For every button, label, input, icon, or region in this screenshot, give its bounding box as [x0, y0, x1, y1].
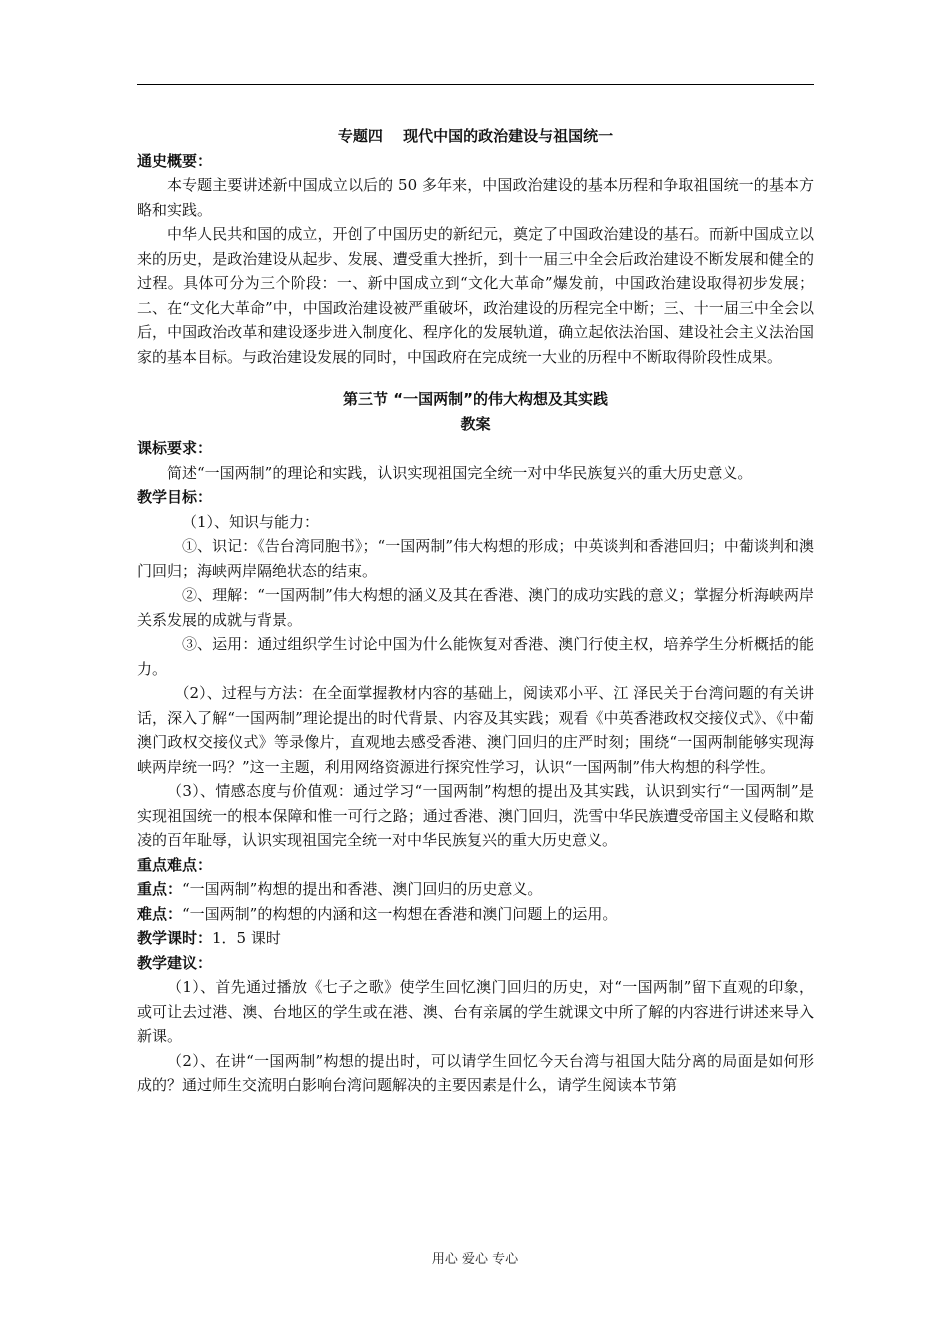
- difficulty-text: “一国两制”的构想的内涵和这一构想在香港和澳门问题上的运用。: [182, 904, 618, 923]
- document-body: [137, 124, 814, 1098]
- difficulty-label: 难点：: [137, 904, 183, 923]
- keypoints-heading: 重点难点：: [137, 855, 213, 874]
- key-point-label: 重点：: [137, 880, 183, 898]
- suggestion-2: （2）、在讲“一国两制”构想的提出时，可以请学生回忆今天台湾与祖国大陆分离的局面是如何形成的？通过师生交流明白影响台湾问题解决的主要因素是什么，请学生阅读本节第: [137, 1051, 814, 1094]
- standards-text: 简述“一国两制”的理论和实践，认识实现祖国完全统一对中华民族复兴的重大历史意义。: [167, 463, 753, 482]
- page-footer: 用心 爱心 专心: [431, 1252, 519, 1267]
- goal-knowledge-ability: （1）、知识与能力：: [182, 512, 320, 531]
- standards-heading: 课标要求：: [137, 439, 213, 457]
- goal-apply: ③、运用：通过组织学生讨论中国为什么能恢复对香港、澳门行使主权，培养学生分析概括的能力。: [137, 635, 814, 678]
- goal-memorize: ①、识记：《告台湾同胞书》；“一国两制”伟大构想的形成；中英谈判和香港回归；中葡谈判和澳门回归；海峡两岸隔绝状态的结束。: [137, 537, 814, 580]
- goal-understand: ②、理解：“一国两制”伟大构想的涵义及其在香港、澳门的成功实践的意义；掌握分析海峡两岸关系发展的成就与背景。: [137, 586, 814, 629]
- overview-heading: 通史概要：: [137, 151, 213, 170]
- key-point-line: [137, 877, 814, 902]
- topic-title: 专题四 现代中国的政治建设与祖国统一: [337, 127, 614, 145]
- hours-label: 教学课时：: [137, 929, 213, 947]
- hours-line: [137, 926, 814, 951]
- difficulty-line: [137, 902, 814, 927]
- hours-text: 1．5 课时: [212, 929, 281, 947]
- section-subtitle: 教案: [460, 414, 491, 433]
- overview-paragraph-1: 本专题主要讲述新中国成立以后的 50 多年来，中国政治建设的基本历程和争取祖国统一的基本方略和实践。: [137, 176, 814, 219]
- suggestion-1: （1）、首先通过播放《七子之歌》使学生回忆澳门回归的历史，对“一国两制”留下直观的印象，或可让去过港、澳、台地区的学生或在港、澳、台有亲属的学生就课文中所了解的内容进行讲述来导入新课。: [137, 978, 814, 1045]
- header-rule: [137, 84, 814, 85]
- suggestions-heading: 教学建议：: [137, 953, 213, 972]
- key-point-text: “一国两制”构想的提出和香港、澳门回归的历史意义。: [182, 880, 543, 898]
- spacer: [137, 369, 814, 387]
- overview-paragraph-2: 中华人民共和国的成立，开创了中国历史的新纪元，奠定了中国政治建设的基石。而新中国成立以来的历史，是政治建设从起步、发展、遭受重大挫折，到十一届三中全会后政治建设不断发展和健全的过程。具体可分为三个阶段：一、新中国成立到“文化大革命”爆发前，中国政治建设取得初步发展；二、在“文化大革命”中，中国政治建设被严重破坏，政治建设的历程完全中断；三、十一届三中全会以后，中国政治改革和建设逐步进入制度化、程序化的发展轨道，确立起依法治国、建设社会主义法治国家的基本目标。与政治建设发展的同时，中国政府在完成统一大业的历程中不断取得阶段性成果。: [137, 225, 814, 366]
- goal-emotion-values: （3）、情感态度与价值观：通过学习“一国两制”构想的提出及其实践，认识到实行“一国两制”是实现祖国统一的根本保障和惟一可行之路；通过香港、澳门回归，洗雪中华民族遭受帝国主义侵略和欺凌的百年耻辱，认识实现祖国完全统一对中华民族复兴的重大历史意义。: [137, 782, 814, 849]
- goals-heading: 教学目标：: [137, 488, 213, 506]
- goal-process-method: （2）、过程与方法：在全面掌握教材内容的基础上，阅读邓小平、江 泽民关于台湾问题的有关讲话，深入了解“一国两制”理论提出的时代背景、内容及其实践；观看《中英香港政权交接仪式》、《中葡澳门政权交接仪式》等录像片，直观地去感受香港、澳门回归的庄严时刻；围绕“一国两制能够实现海峡两岸统一吗？”这一主题，利用网络资源进行探究性学习，认识“一国两制”伟大构想的科学性。: [137, 684, 814, 776]
- section-title: 第三节 “一国两制”的伟大构想及其实践: [343, 390, 608, 408]
